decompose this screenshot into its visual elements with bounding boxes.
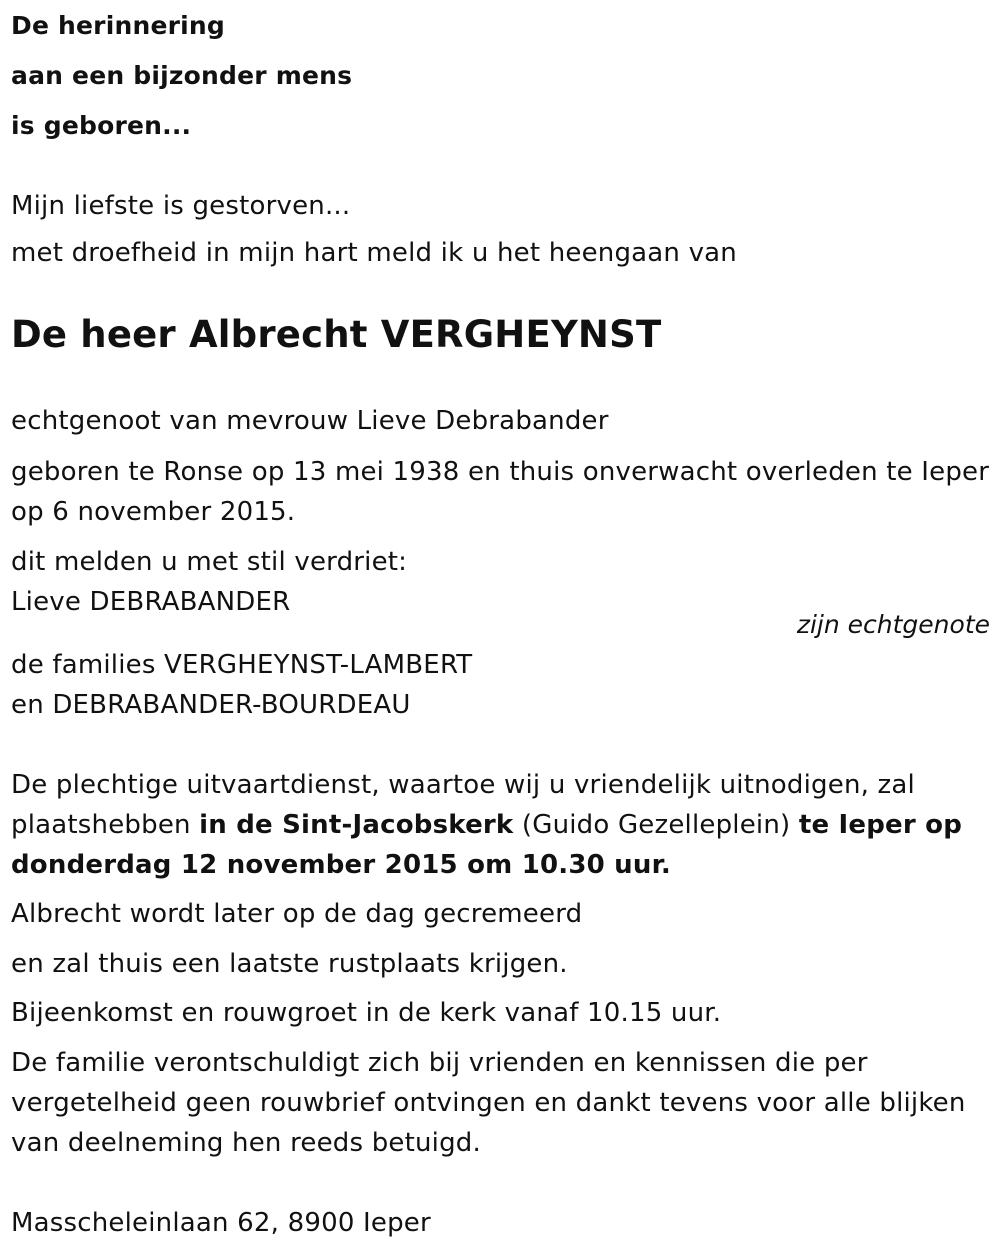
opening-line-1: Mijn liefste is gestorven... <box>11 191 351 221</box>
service-text-1: plaatshebben <box>11 810 200 840</box>
intro-line-1: De herinnering <box>11 11 226 40</box>
families-line-2: en DEBRABANDER-BOURDEAU <box>11 690 411 720</box>
apology-line-1: De familie verontschuldigt zich bij vrienden en kennissen die per <box>11 1048 868 1078</box>
birth-line-1: geboren te Ronse op 13 mei 1938 en thuis onverwacht overleden te Ieper <box>11 457 990 487</box>
resting-place-line: en zal thuis een laatste rustplaats krijgen. <box>11 949 568 979</box>
service-line-1: De plechtige uitvaartdienst, waartoe wij u vriendelijk uitnodigen, zal <box>11 770 915 800</box>
intro-line-3: is geboren... <box>11 111 192 140</box>
gathering-line: Bijeenkomst en rouwgroet in de kerk vanaf 10.15 uur. <box>11 998 722 1028</box>
service-city: te Ieper op <box>798 810 963 840</box>
service-date: donderdag 12 november 2015 om 10.30 uur. <box>11 850 671 880</box>
mourners-intro: dit melden u met stil verdriet: <box>11 547 408 577</box>
service-text-2: (Guido Gezelleplein) <box>513 810 799 840</box>
families-line-1: de families VERGHEYNST-LAMBERT <box>11 650 473 680</box>
deceased-name: De heer Albrecht VERGHEYNST <box>11 313 662 356</box>
apology-line-3: van deelneming hen reeds betuigd. <box>11 1128 481 1158</box>
opening-line-2: met droefheid in mijn hart meld ik u het heengaan van <box>11 238 737 268</box>
mourner-spouse-name: Lieve DEBRABANDER <box>11 587 291 617</box>
address: Masscheleinlaan 62, 8900 Ieper <box>11 1208 431 1238</box>
intro-line-2: aan een bijzonder mens <box>11 61 353 90</box>
service-line-2 <box>11 805 962 845</box>
birth-line-2: op 6 november 2015. <box>11 497 296 527</box>
cremation-line: Albrecht wordt later op de dag gecremeerd <box>11 899 583 929</box>
apology-line-2: vergetelheid geen rouwbrief ontvingen en dankt tevens voor alle blijken <box>11 1088 966 1118</box>
spouse-line: echtgenoot van mevrouw Lieve Debrabander <box>11 406 609 436</box>
service-location: in de Sint-Jacobskerk <box>199 810 514 840</box>
mourner-spouse-relation: zijn echtgenote <box>796 610 990 639</box>
